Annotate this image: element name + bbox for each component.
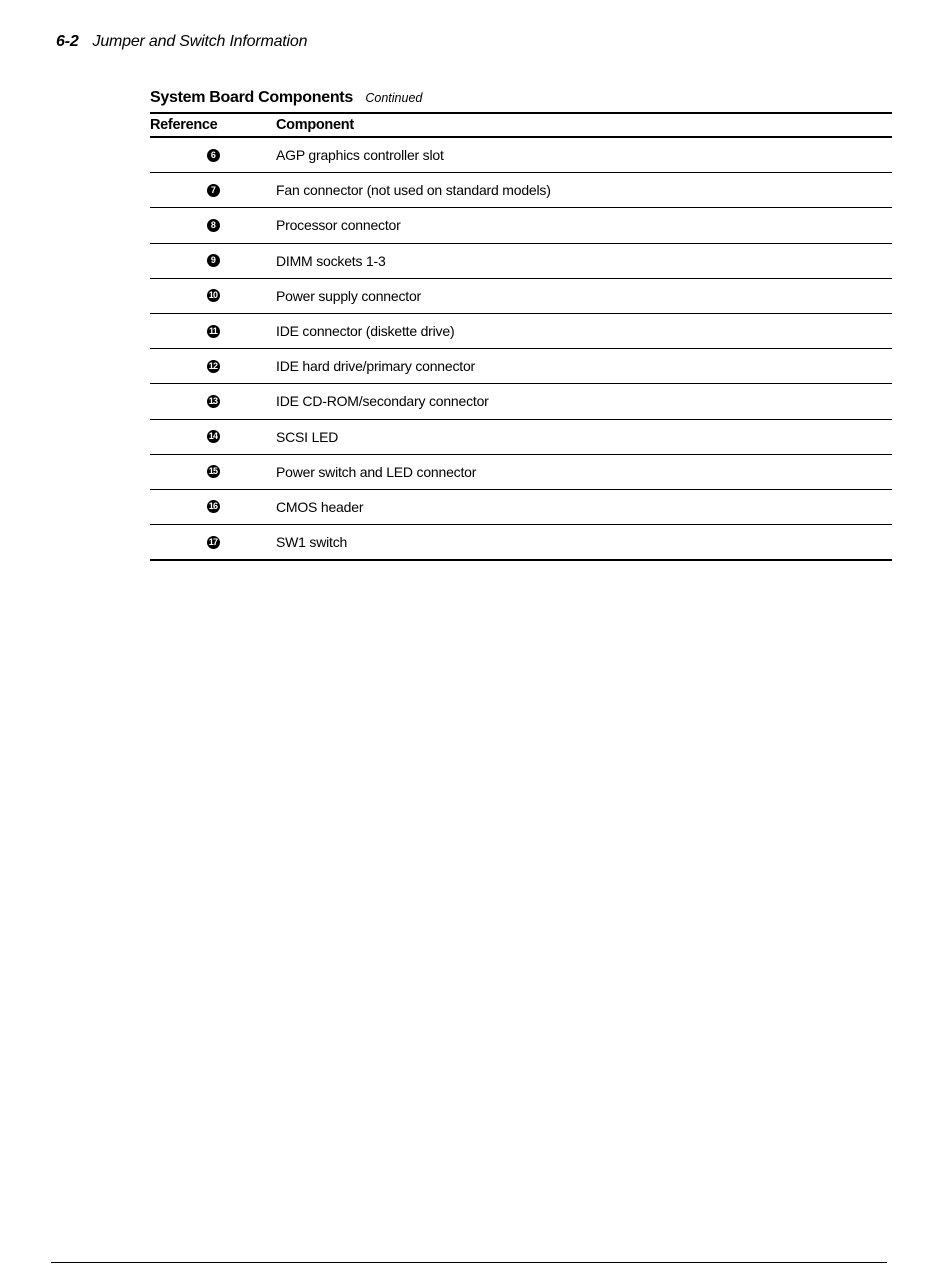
reference-column-header: Reference <box>150 117 218 133</box>
reference-marker: 17 <box>207 536 220 549</box>
table-row <box>150 279 892 314</box>
component-name: Fan connector (not used on standard models) <box>276 182 551 199</box>
table-row <box>150 208 892 243</box>
reference-marker: 12 <box>207 360 220 373</box>
table-row <box>150 455 892 490</box>
component-name: SW1 switch <box>276 534 348 551</box>
component-name: IDE hard drive/primary connector <box>276 358 476 375</box>
component-column-header: Component <box>276 117 354 133</box>
reference-marker: 7 <box>207 184 220 197</box>
reference-marker: 10 <box>207 289 220 302</box>
table-row <box>150 314 892 349</box>
reference-marker: 13 <box>207 395 220 408</box>
component-name: AGP graphics controller slot <box>276 147 444 164</box>
footer-rule <box>51 1262 887 1263</box>
table-row <box>150 244 892 279</box>
section-title: Jumper and Switch Information <box>92 33 308 50</box>
table-header-row <box>150 112 892 138</box>
continued-label: Continued <box>365 91 423 105</box>
reference-marker: 8 <box>207 219 220 232</box>
table-caption <box>150 89 422 107</box>
page-number: 6-2 <box>56 33 79 50</box>
reference-marker: 11 <box>207 325 220 338</box>
component-name: IDE CD-ROM/secondary connector <box>276 393 489 410</box>
table-row <box>150 490 892 525</box>
reference-marker: 6 <box>207 149 220 162</box>
table-row <box>150 384 892 419</box>
table-row <box>150 138 892 173</box>
table-row <box>150 173 892 208</box>
components-table <box>150 112 892 561</box>
running-header <box>56 33 307 51</box>
table-row <box>150 349 892 384</box>
table-row <box>150 420 892 455</box>
reference-marker: 16 <box>207 500 220 513</box>
component-name: DIMM sockets 1-3 <box>276 252 386 269</box>
reference-marker: 14 <box>207 430 220 443</box>
component-name: Power switch and LED connector <box>276 463 477 480</box>
component-name: SCSI LED <box>276 428 339 445</box>
reference-marker: 9 <box>207 254 220 267</box>
table-title: System Board Components <box>150 89 353 106</box>
component-name: CMOS header <box>276 498 364 515</box>
table-row <box>150 525 892 561</box>
component-name: IDE connector (diskette drive) <box>276 323 455 340</box>
component-name: Power supply connector <box>276 287 422 304</box>
component-name: Processor connector <box>276 217 401 234</box>
reference-marker: 15 <box>207 465 220 478</box>
